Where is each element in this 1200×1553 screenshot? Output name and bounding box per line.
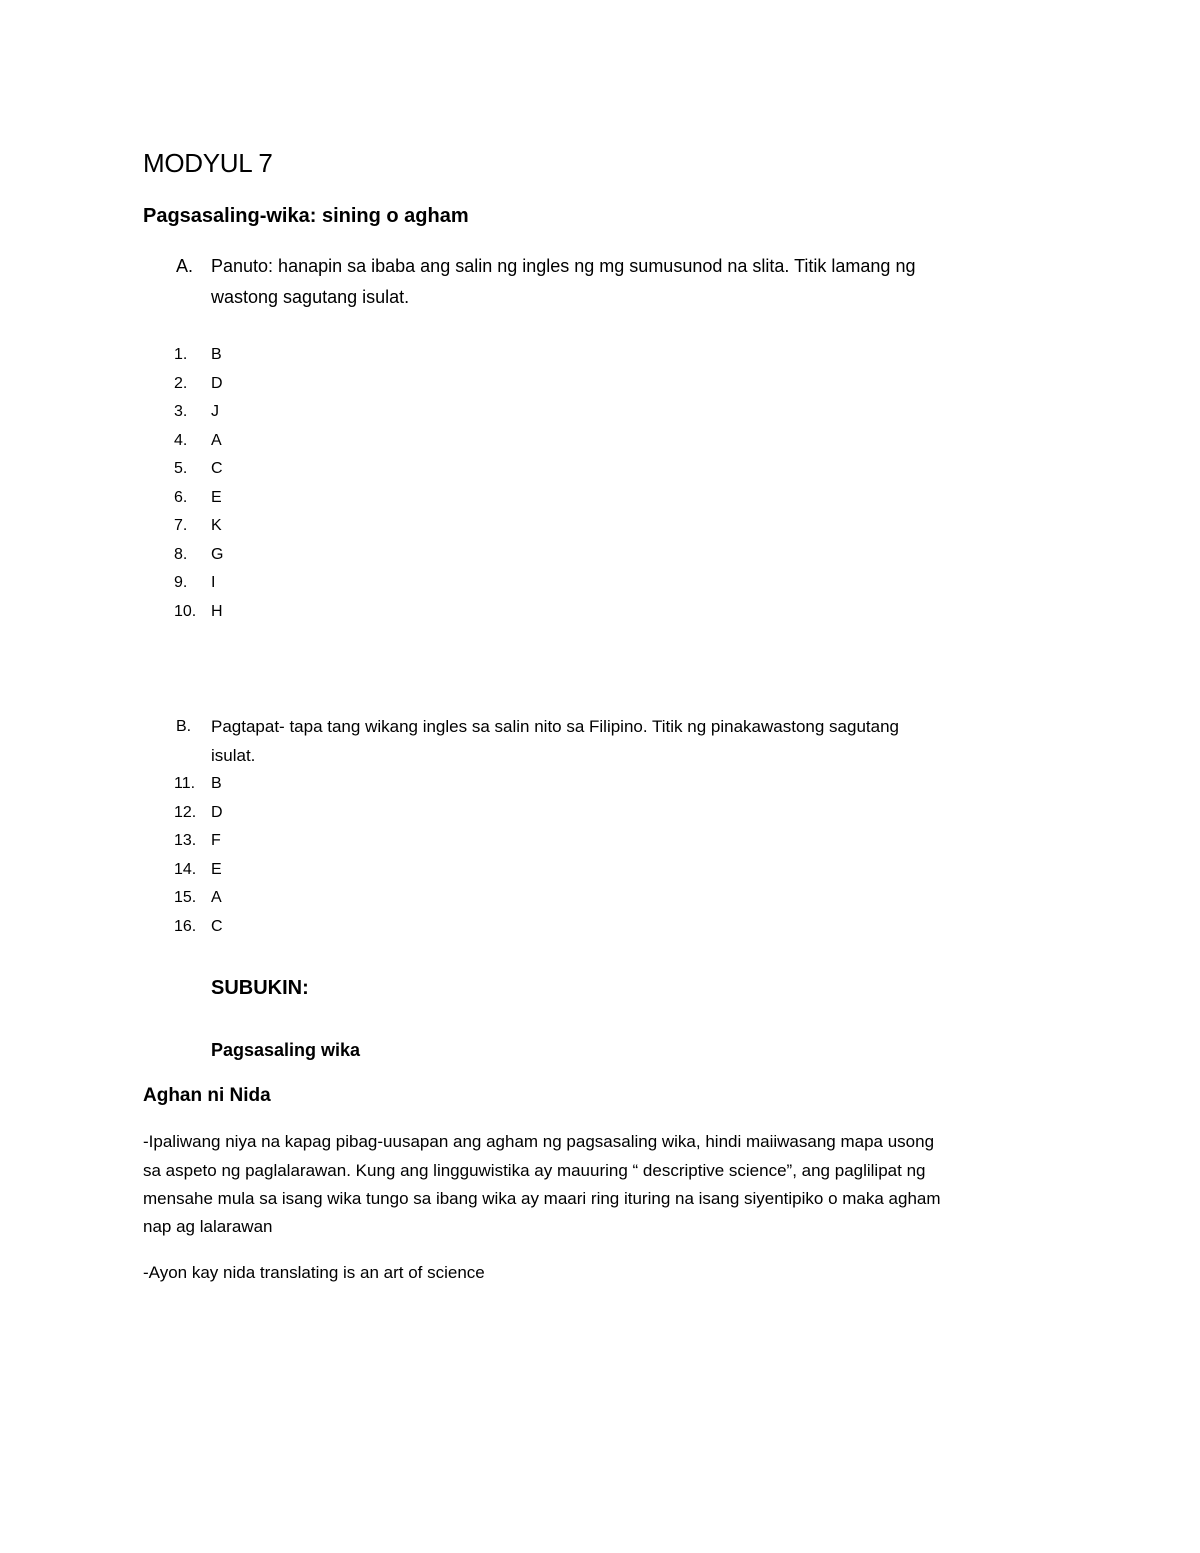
item-answer: C (211, 917, 223, 935)
item-number: 12. (174, 803, 197, 821)
item-answer: G (211, 545, 224, 563)
item-number: 2. (174, 374, 188, 392)
aghan-ni-nida-heading: Aghan ni Nida (143, 1085, 271, 1106)
pagsasaling-wika-heading: Pagsasaling wika (211, 1040, 361, 1060)
item-answer: A (211, 431, 222, 449)
paragraph-line: mensahe mula sa isang wika tungo sa ibang wika ay maari ring ituring na isang siyentipiko o maka agham (143, 1189, 941, 1208)
item-answer: B (211, 346, 222, 363)
paragraph-line: -Ipaliwang niya na kapag pibag-uusapan ang agham ng pagsasaling wika, hindi maiiwasang mapa usong (143, 1132, 935, 1151)
item-answer: K (211, 517, 222, 534)
item-answer: E (211, 860, 222, 878)
item-answer: D (211, 374, 223, 392)
item-number: 5. (174, 460, 188, 477)
subukin-heading: SUBUKIN: (211, 977, 309, 999)
paragraph-2: -Ayon kay nida translating is an art of science (143, 1263, 485, 1282)
section-a-instruction-line1: Panuto: hanapin sa ibaba ang salin ng ingles ng mg sumusunod na slita. Titik lamang ng (211, 256, 916, 276)
item-answer: I (211, 574, 216, 591)
item-number: 13. (174, 832, 197, 849)
item-number: 6. (174, 488, 188, 506)
section-b-instruction-line2: isulat. (211, 746, 256, 765)
item-number: 8. (174, 545, 188, 563)
item-number: 16. (174, 917, 197, 935)
section-b-marker: B. (176, 718, 192, 735)
item-number: 4. (174, 431, 188, 449)
paragraph-line: nap ag lalarawan (143, 1217, 273, 1236)
item-answer: A (211, 889, 222, 906)
item-number: 9. (174, 574, 188, 591)
section-a-instruction-line2: wastong sagutang isulat. (211, 287, 410, 307)
item-answer: F (211, 832, 221, 849)
item-number: 1. (174, 346, 188, 363)
paragraph-line: sa aspeto ng paglalarawan. Kung ang lingguwistika ay mauuring “ descriptive science”, ang paglilipat ng (143, 1161, 926, 1180)
item-answer: E (211, 488, 222, 506)
item-number: 15. (174, 889, 197, 906)
item-number: 10. (174, 602, 197, 620)
section-b-instruction-line1: Pagtapat- tapa tang wikang ingles sa salin nito sa Filipino. Titik ng pinakawastong sagutang (211, 717, 899, 736)
item-answer: J (211, 403, 219, 420)
item-answer: B (211, 775, 222, 792)
item-number: 7. (174, 517, 188, 534)
item-number: 11. (174, 775, 196, 792)
item-answer: D (211, 803, 223, 821)
item-number: 3. (174, 403, 188, 420)
item-answer: C (211, 460, 223, 477)
item-answer: H (211, 602, 223, 620)
section-a-marker: A. (176, 256, 194, 276)
page-subtitle: Pagsasaling-wika: sining o agham (143, 205, 469, 227)
page-title: MODYUL 7 (143, 148, 273, 178)
item-number: 14. (174, 860, 197, 878)
